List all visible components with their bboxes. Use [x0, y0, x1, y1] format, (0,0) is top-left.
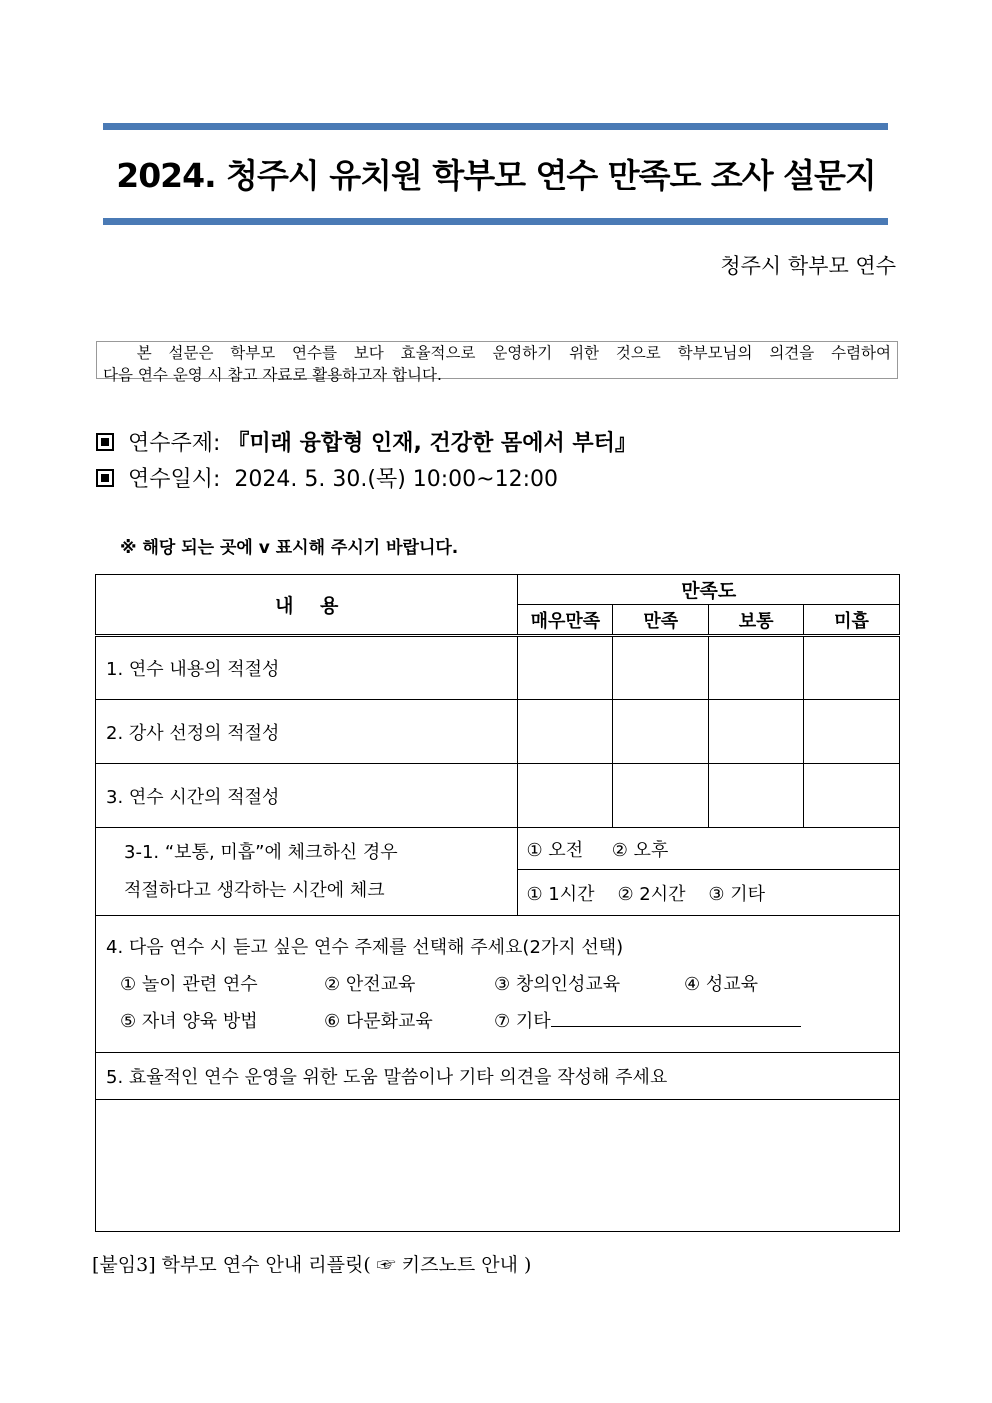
option-morning[interactable]: ① 오전: [526, 839, 584, 861]
q4-other-input[interactable]: [551, 1008, 801, 1027]
top-rule: [103, 123, 888, 130]
question-2: 2. 강사 선정의 적절성: [96, 700, 518, 764]
question-5: 5. 효율적인 연수 운영을 위한 도움 말씀이나 기타 의견을 작성해 주세요: [96, 1053, 900, 1100]
survey-table: [95, 574, 900, 1232]
attachment-label: [붙임3] 학부모 연수 안내 리플릿( ☞ 키즈노트 안내 ): [92, 1254, 532, 1276]
q4-options-row-2: [106, 1003, 899, 1040]
check-cell[interactable]: [613, 700, 709, 764]
q4-option-parenting[interactable]: ⑤ 자녀 양육 방법: [120, 1010, 258, 1032]
q31-duration: [518, 870, 900, 916]
check-cell[interactable]: [709, 700, 804, 764]
question-3-1: [96, 828, 518, 916]
intro-line-1: 본 설문은 학부모 연수를 보다 효율적으로 운영하기 위한 것으로 학부모님의 의견을 수렴하여: [136, 344, 891, 362]
level-insufficient: 미흡: [804, 605, 900, 636]
q31-line-1: 3-1. “보통, 미흡”에 체크하신 경우: [124, 841, 398, 863]
organizer: 청주시 학부모 연수: [720, 254, 896, 278]
question-4: [96, 916, 900, 1053]
q4-option-sex-ed[interactable]: ④ 성교육: [684, 973, 759, 995]
q4-options-row-1: [106, 966, 899, 1003]
instruction-note: ※ 해당 되는 곳에 v 표시해 주시기 바랍니다.: [120, 538, 459, 558]
check-cell[interactable]: [709, 636, 804, 700]
option-afternoon[interactable]: ② 오후: [611, 839, 669, 861]
check-cell[interactable]: [804, 636, 900, 700]
training-date-value: 2024. 5. 30.(목) 10:00~12:00: [234, 467, 559, 492]
bottom-rule: [103, 218, 888, 225]
question-3: 3. 연수 시간의 적절성: [96, 764, 518, 828]
q4-option-play[interactable]: ① 놀이 관련 연수: [120, 973, 258, 995]
check-cell[interactable]: [804, 764, 900, 828]
satisfaction-header: 만족도: [518, 575, 900, 605]
intro-box: [96, 341, 898, 384]
level-satisfied: 만족: [613, 605, 709, 636]
page-title: 2024. 청주시 유치원 학부모 연수 만족도 조사 설문지: [116, 156, 876, 195]
check-cell[interactable]: [613, 636, 709, 700]
check-cell[interactable]: [518, 764, 613, 828]
training-topic: 연수주제: 『미래 융합형 인재, 건강한 몸에서 부터』: [96, 426, 637, 457]
check-cell[interactable]: [804, 700, 900, 764]
q31-line-2: 적절하다고 생각하는 시간에 체크: [124, 879, 385, 901]
training-date: 연수일시: 2024. 5. 30.(목) 10:00~12:00: [96, 462, 558, 493]
content-header: 내 용: [96, 575, 518, 636]
q31-time-of-day: [518, 828, 900, 870]
q4-option-other[interactable]: ⑦ 기타: [494, 1010, 551, 1032]
q4-option-character[interactable]: ③ 창의인성교육: [494, 973, 621, 995]
q4-option-multicultural[interactable]: ⑥ 다문화교육: [324, 1010, 433, 1032]
square-bullet-icon: [96, 433, 114, 451]
option-other[interactable]: ③ 기타: [708, 883, 766, 905]
training-topic-value: 『미래 융합형 인재, 건강한 몸에서 부터』: [227, 431, 637, 456]
intro-line-2: 다음 연수 운영 시 참고 자료로 활용하고자 합니다.: [103, 366, 442, 384]
level-average: 보통: [709, 605, 804, 636]
check-cell[interactable]: [613, 764, 709, 828]
check-cell[interactable]: [518, 700, 613, 764]
q4-title: 4. 다음 연수 시 듣고 싶은 연수 주제를 선택해 주세요(2가지 선택): [106, 936, 624, 958]
check-cell[interactable]: [518, 636, 613, 700]
option-1-hour[interactable]: ① 1시간: [526, 883, 595, 905]
level-very-satisfied: 매우만족: [518, 605, 613, 636]
question-1: 1. 연수 내용의 적절성: [96, 636, 518, 700]
check-cell[interactable]: [709, 764, 804, 828]
q5-answer-area[interactable]: [96, 1100, 900, 1232]
square-bullet-icon: [96, 469, 114, 487]
option-2-hour[interactable]: ② 2시간: [617, 883, 686, 905]
q4-option-safety[interactable]: ② 안전교육: [324, 973, 416, 995]
